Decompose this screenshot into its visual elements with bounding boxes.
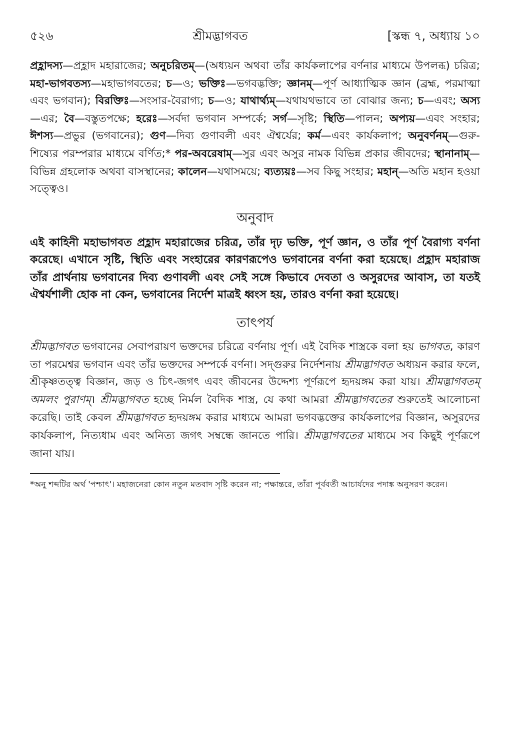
- synonym-headword: অপ্যয়: [389, 112, 416, 125]
- translation-text: এই কাহিনী মহাভাগবত প্রহ্লাদ মহারাজের চরিত্র, তাঁর দৃঢ় ভক্তি, পূর্ণ জ্ঞান, ও তাঁর পূর্ণ বৈরাগ্য বর্ণনা করেছে। এখানে সৃষ্টি, স্থিতি এবং সংহারের কারণরূপেও ভগবানের বর্ণনা করা হয়েছে। প্রহ্লাদ মহারাজ তাঁর প্রার্থনায় ভগবানের দিব্য গুণাবলী এবং সেই সঙ্গে কিভাবে দেবতা ও অসুরদের আবাস, তা যতই ঐশ্বর্যশালী হোক না কেন, ভগবানের নির্দেশ মাত্রই ধ্বংস হয়, তারও বর্ণনা করা হয়েছে।: [30, 235, 480, 302]
- purport-italic-reference: শ্রীমদ্ভাগবতের: [333, 394, 393, 407]
- synonym-meaning: —যথাসময়ে;: [207, 165, 265, 178]
- synonym-headword: চ: [417, 95, 424, 108]
- purport-segment: শুরুতেই আলোচনা করেছি। তাই কেবল: [30, 394, 481, 424]
- synonym-headword: কর্ম: [307, 130, 321, 143]
- purport-segment: হৃদয়ঙ্গম করার মাধ্যমে আমরা ভগবদ্ভক্তের কার্যকলাপের বিজ্ঞান, অসুরদের কার্যকলাপ, নিত্যধাম এবং অনিত্য জগৎ সম্বন্ধে জানতে পারি।: [30, 411, 481, 442]
- synonym-headword: ঈশস্য: [30, 130, 54, 143]
- synonym-meaning: —সব কিছু সংহার;: [296, 165, 378, 178]
- synonym-headword: বৈ: [64, 112, 75, 125]
- synonym-headword: ব্যত্যয়ঃ: [264, 165, 297, 178]
- footnote: *অনু শব্দটির অর্থ 'পশ্চাৎ'। মহাজনেরা কোন নতুন মতবাদ সৃষ্টি করেন না; পক্ষান্তরে, তাঁরা পূর্ববর্তী আচার্যদের পদাঙ্ক অনুসরণ করেন।: [30, 479, 448, 490]
- synonym-headword: স্থিতি: [323, 112, 345, 125]
- purport-segment: ।: [91, 394, 101, 407]
- synonym-headword: বিরক্তিঃ: [95, 95, 130, 108]
- purport-segment: অধ্যয়ন করার ফলে, শ্রীকৃষ্ণতত্ত্ব বিজ্ঞান, জড় ও চিৎ-জগৎ এবং জীবনের উদ্দেশ্য পূর্ণরূপে হৃদয়ঙ্গম করা যায়।: [30, 358, 480, 389]
- synonym-meaning: —ও;: [213, 95, 241, 108]
- synonym-meaning: —বস্তুতপক্ষে;: [74, 112, 137, 125]
- synonym-headword: সর্গ: [272, 112, 287, 125]
- book-title: শ্রীমদ্ভাগবত: [192, 29, 248, 43]
- synonym-meaning: —এবং;: [423, 95, 461, 108]
- synonym-headword: মহান্: [377, 165, 399, 178]
- footnote-divider: [30, 473, 280, 474]
- synonym-meaning: —প্রভুর (ভগবানের);: [53, 130, 150, 143]
- word-for-word-synonyms: [30, 58, 480, 199]
- synonym-headword: স্থানানাম্: [434, 147, 470, 160]
- synonym-meaning: —এবং সংহার;: [415, 112, 481, 125]
- purport-italic-reference: ভাগবত: [418, 340, 450, 353]
- synonym-meaning: —দিব্য গুণাবলী এবং ঐশ্বর্যের;: [165, 130, 308, 143]
- page-header: [30, 28, 480, 48]
- synonym-headword: যাথার্থ্যম্: [240, 95, 276, 108]
- synonym-headword: জ্ঞানম্: [286, 77, 313, 90]
- synonym-meaning: —ভগবদ্ভক্তি;: [225, 77, 287, 90]
- synonym-headword: অস্য: [460, 95, 481, 108]
- synonym-meaning: —যথাযথভাবে তা বোঝার জন্য;: [275, 95, 418, 108]
- synonym-headword: হরেঃ: [136, 112, 158, 125]
- synonym-meaning: —বিভিন্ন গ্রহলোক অথবা বাসস্থানের;: [30, 147, 480, 178]
- purport-italic-reference: শ্রীমদ্ভাগবত: [115, 411, 165, 424]
- synonym-meaning: —সর্বদা ভগবান সম্পর্কে;: [157, 112, 273, 125]
- purport-italic-reference: শ্রীমদ্ভাগবত: [30, 340, 79, 353]
- purport-text: [30, 339, 480, 464]
- purport-italic-reference: শ্রীমদ্ভাগবতম্ অমলং পুরাণম্: [30, 376, 480, 407]
- synonym-headword: ভক্তিঃ: [198, 77, 226, 90]
- synonym-meaning: —সৃষ্টি;: [286, 112, 324, 125]
- purport-italic-reference: শ্রীমদ্ভাগবত: [344, 358, 394, 371]
- synonym-meaning: —প্রহ্লাদ মহারাজের;: [62, 60, 151, 72]
- page-number: ৫২৬: [30, 29, 54, 43]
- purport-heading: তাৎপর্য: [236, 315, 274, 331]
- purport-segment: মাধ্যমে সব কিছুই পূর্ণরূপে জানা যায়।: [30, 429, 481, 460]
- synonym-headword: পর-অবরেষাম্: [174, 147, 233, 160]
- synonym-meaning: —সংসার-বৈরাগ্য;: [129, 95, 209, 108]
- synonym-meaning: —পালন;: [344, 112, 390, 125]
- translation-heading: অনুবাদ: [236, 210, 274, 226]
- purport-segment: ভগবানের সেবাপরায়ণ ভক্তদের চরিত্রে বর্ণনায় পূর্ণ। এই বৈদিক শাস্ত্রকে বলা হয়: [78, 340, 419, 353]
- synonym-headword: অনুবর্ণনম্: [408, 130, 449, 143]
- synonym-headword: গুণ: [150, 130, 166, 143]
- synonym-meaning: —এবং কার্যকলাপ;: [320, 130, 409, 143]
- synonym-meaning: —ও;: [172, 77, 199, 90]
- synonym-headword: চ: [208, 95, 214, 108]
- synonym-meaning: —পূর্ণ আধ্যাত্মিক জ্ঞান (ব্রহ্ম, পরমাত্মা এবং ভগবান);: [30, 77, 481, 108]
- synonym-meaning: —মহাভাগবতের;: [90, 77, 167, 90]
- synonym-headword: মহা-ভাগবতস্য: [30, 77, 91, 90]
- synonym-meaning: —অতি মহান হওয়া সত্ত্বেও।: [30, 165, 480, 196]
- purport-italic-reference: শ্রীমদ্ভাগবতের: [303, 429, 363, 442]
- book-page: [30, 28, 480, 491]
- synonym-meaning: —গুরু-শিষ্যের পরম্পরার মাধ্যমে বর্ণিত;*: [30, 130, 480, 160]
- synonym-meaning: —এর;: [30, 112, 65, 125]
- synonym-meaning: —সুর এবং অসুর নামক বিভিন্ন প্রকার জীবদের;: [232, 147, 435, 160]
- purport-segment: হচ্ছে নির্মল বৈদিক শাস্ত্র, যে কথা আমরা: [148, 394, 334, 407]
- synonym-headword: চ: [166, 77, 172, 90]
- synonym-meaning: —(অধ্যয়ন অথবা তাঁর কার্যকলাপের বর্ণনার মাধ্যমে উপলব্ধ) চরিত্র;: [194, 60, 480, 72]
- synonym-headword: অনুচরিতম্: [150, 60, 195, 72]
- chapter-reference: [স্কন্ধ ৭, অধ্যায় ১০: [387, 29, 480, 43]
- synonym-headword: কালেন: [178, 165, 207, 178]
- synonym-headword: প্রহ্লাদস্য: [30, 60, 63, 72]
- purport-segment: , কারণ তা পরমেশ্বর ভগবান এবং তাঁর ভক্তদের সম্পর্কে বর্ণনা। সদ্গুরুর নির্দেশনায়: [30, 340, 480, 371]
- purport-italic-reference: শ্রীমদ্ভাগবত: [100, 394, 149, 407]
